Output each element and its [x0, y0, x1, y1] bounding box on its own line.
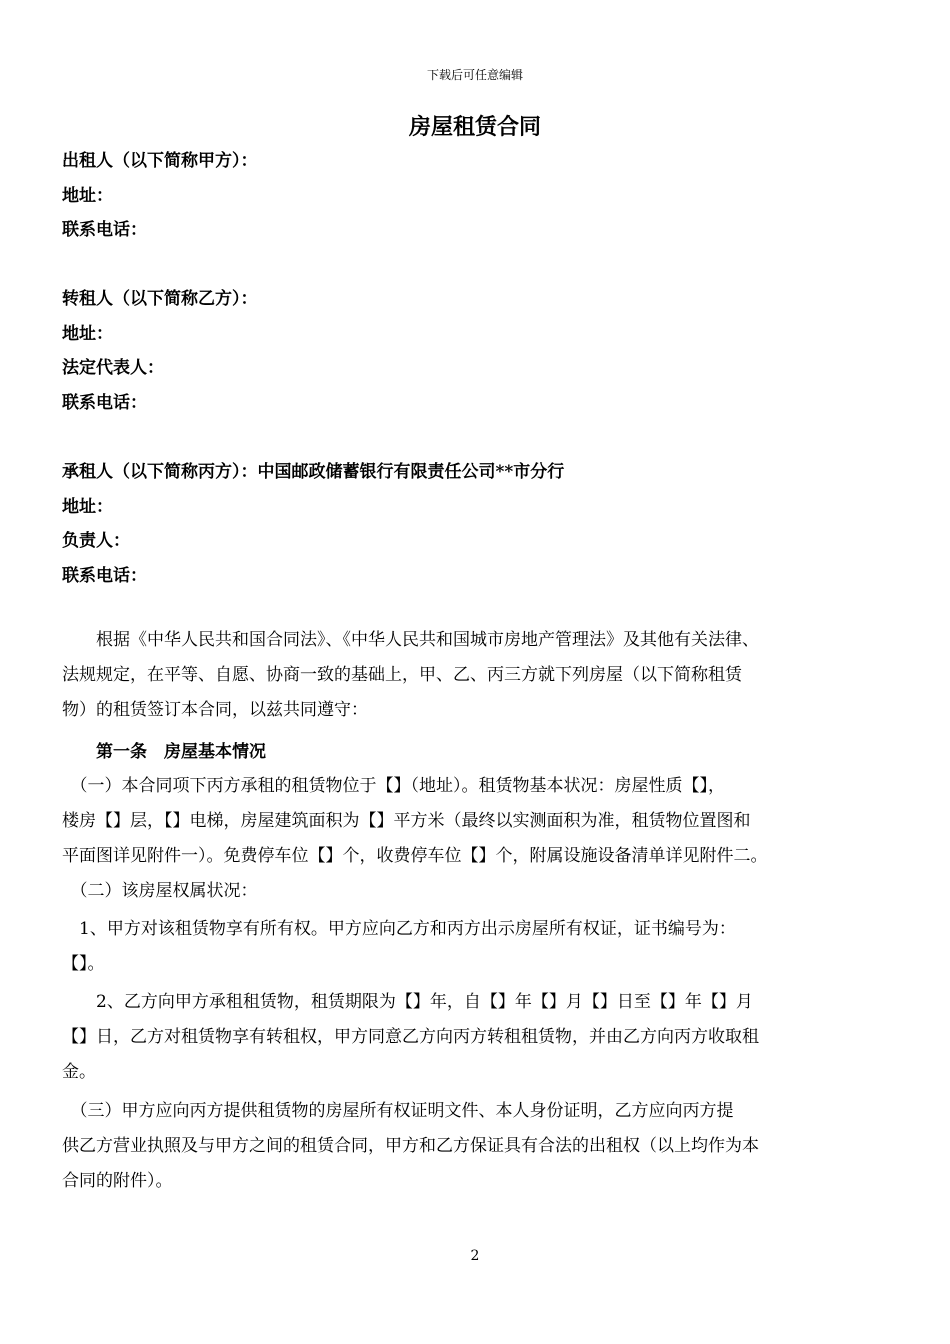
item-1-line: （一）本合同项下丙方承租的租赁物位于【】（地址）。租赁物基本状况：房屋性质【】， — [62, 776, 725, 796]
item-2-2-line: 2、乙方向甲方承租租赁物，租赁期限为【】年，自【】年【】月【】日至【】年【】月 — [62, 992, 753, 1012]
party-c-name: 承租人（以下简称丙方）：中国邮政储蓄银行有限责任公司**市分行 — [62, 462, 565, 482]
item-2-2-paragraph — [62, 985, 888, 1090]
party-b-block — [62, 282, 258, 420]
party-c-principal: 负责人： — [62, 531, 130, 551]
party-a-phone: 联系电话： — [62, 220, 147, 240]
item-1-paragraph — [62, 769, 888, 874]
document-title: 房屋租赁合同 — [408, 114, 541, 140]
page-number: 2 — [470, 1248, 480, 1264]
intro-paragraph — [62, 623, 888, 728]
item-3-paragraph — [62, 1094, 888, 1199]
item-1-line: 平面图详见附件一）。免费停车位【】个，收费停车位【】个，附属设施设备清单详见附件二。 — [62, 846, 768, 866]
party-c-block — [62, 455, 564, 593]
item-2-1-paragraph — [62, 912, 888, 982]
item-3-line: （三）甲方应向丙方提供租赁物的房屋所有权证明文件、本人身份证明，乙方应向丙方提 — [62, 1101, 734, 1121]
party-a-block — [62, 144, 258, 248]
item-2-title: （二）该房屋权属状况： — [62, 881, 258, 901]
party-b-name: 转租人（以下简称乙方）： — [62, 289, 258, 309]
party-b-address: 地址： — [62, 323, 113, 344]
article-1-title: 第一条 房屋基本情况 — [96, 742, 266, 762]
party-a-name: 出租人（以下简称甲方）： — [62, 151, 258, 171]
item-1-line: 楼房【】层，【】电梯，房屋建筑面积为【】平方米（最终以实测面积为准，租赁物位置图和 — [62, 811, 751, 831]
item-2-1-line: 【】。 — [62, 954, 105, 974]
party-a-address: 地址： — [62, 185, 113, 206]
item-2-2-line: 【】日，乙方对租赁物享有转租权，甲方同意乙方向丙方转租租赁物，并由乙方向丙方收取租 — [62, 1027, 759, 1047]
party-c-phone: 联系电话： — [62, 565, 147, 586]
item-2-1-line: 1、甲方对该租赁物享有所有权。甲方应向乙方和丙方出示房屋所有权证，证书编号为： — [62, 919, 736, 939]
item-3-line: 供乙方营业执照及与甲方之间的租赁合同，甲方和乙方保证具有合法的出租权（以上均作为本 — [62, 1136, 759, 1156]
party-b-phone: 联系电话： — [62, 392, 147, 413]
party-c-address: 地址： — [62, 496, 113, 517]
party-b-legal-rep: 法定代表人： — [62, 358, 164, 378]
article-1-heading — [62, 735, 888, 770]
intro-line: 法规规定，在平等、自愿、协商一致的基础上，甲、乙、丙三方就下列房屋（以下简称租赁 — [62, 665, 742, 685]
item-2-heading — [62, 874, 888, 909]
item-3-line: 合同的附件）。 — [62, 1171, 173, 1191]
item-2-2-line: 金。 — [62, 1062, 96, 1082]
intro-line: 物）的租赁签订本合同，以兹共同遵守： — [62, 700, 368, 720]
header-note: 下载后可任意编辑 — [426, 68, 523, 82]
intro-line: 根据《中华人民共和国合同法》、《中华人民共和国城市房地产管理法》及其他有关法律、 — [62, 630, 759, 650]
